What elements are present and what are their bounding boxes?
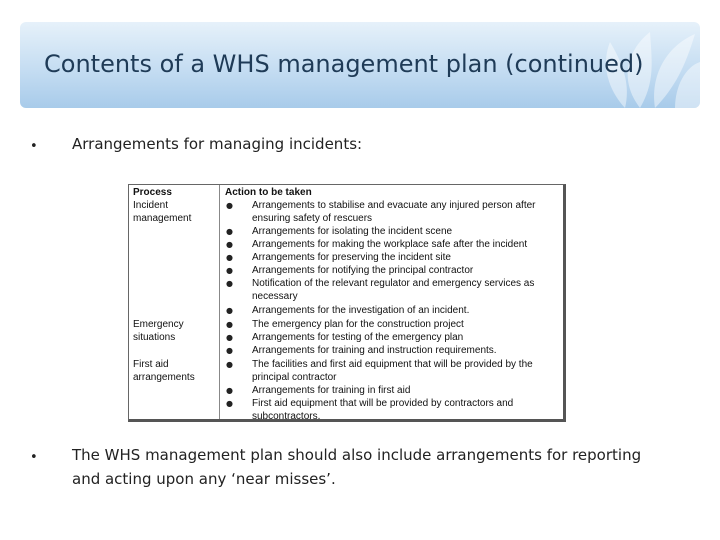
bullet-icon: ● [226, 240, 233, 249]
process-incident-management: Incident management [133, 200, 192, 224]
bullet-icon: ● [226, 320, 233, 329]
title-bar [20, 22, 700, 108]
bullet-dot-1: • [30, 139, 38, 154]
bullet-icon: ● [226, 306, 233, 315]
bullet-icon: ● [226, 399, 233, 408]
bullet-icon: ● [226, 360, 233, 369]
bullet-icon: ● [226, 201, 233, 210]
process-emergency-situations: Emergency situations [133, 319, 184, 343]
process-first-aid: First aid arrangements [133, 359, 195, 383]
bullet-icon: ● [226, 333, 233, 342]
bullet-icon: ● [226, 253, 233, 262]
bullet-text-1: Arrangements for managing incidents: [72, 135, 363, 153]
bullet-text-2: The WHS management plan should also include arrangements for reporting and acting upon any ‘near misses’. [72, 446, 642, 488]
bullet-icon: ● [226, 279, 233, 288]
bullet-icon: ● [226, 266, 233, 275]
table-header-action: Action to be taken [225, 187, 312, 198]
bullet-icon: ● [226, 227, 233, 236]
bullet-icon: ● [226, 386, 233, 395]
bullet-icon: ● [226, 346, 233, 355]
bullet-dot-2: • [30, 450, 38, 465]
table-header-process: Process [133, 187, 172, 198]
incident-table: Process Action to be taken Incident management Emergency situations First aid arrangements ● Arrangements to stabilise and evacuate any injured person after ensuring safety of rescuers ● Arrangements for isolating the incident scene ● Arrangements for making the workplace safe after the incident ● Arrangements for preserving the incident site ● Arrangements for notifying the principal contractor ● Notification of the relevant regulator and emergency services as necessary ● Arrangements for the investigation of an incident. ● The emergency plan for the construction project ● Arrangements for testing of the emergency plan ● Arrangements for training and instruction requirements. ● The facilities and first aid equipment that will be provided by the principal contractor ● Arrangements for training in first aid ● First aid equipment that will be provided by contractors and subcontractors. [128, 184, 566, 422]
page-title: Contents of a WHS management plan (continued) [44, 50, 644, 78]
table-column-divider [219, 185, 220, 419]
